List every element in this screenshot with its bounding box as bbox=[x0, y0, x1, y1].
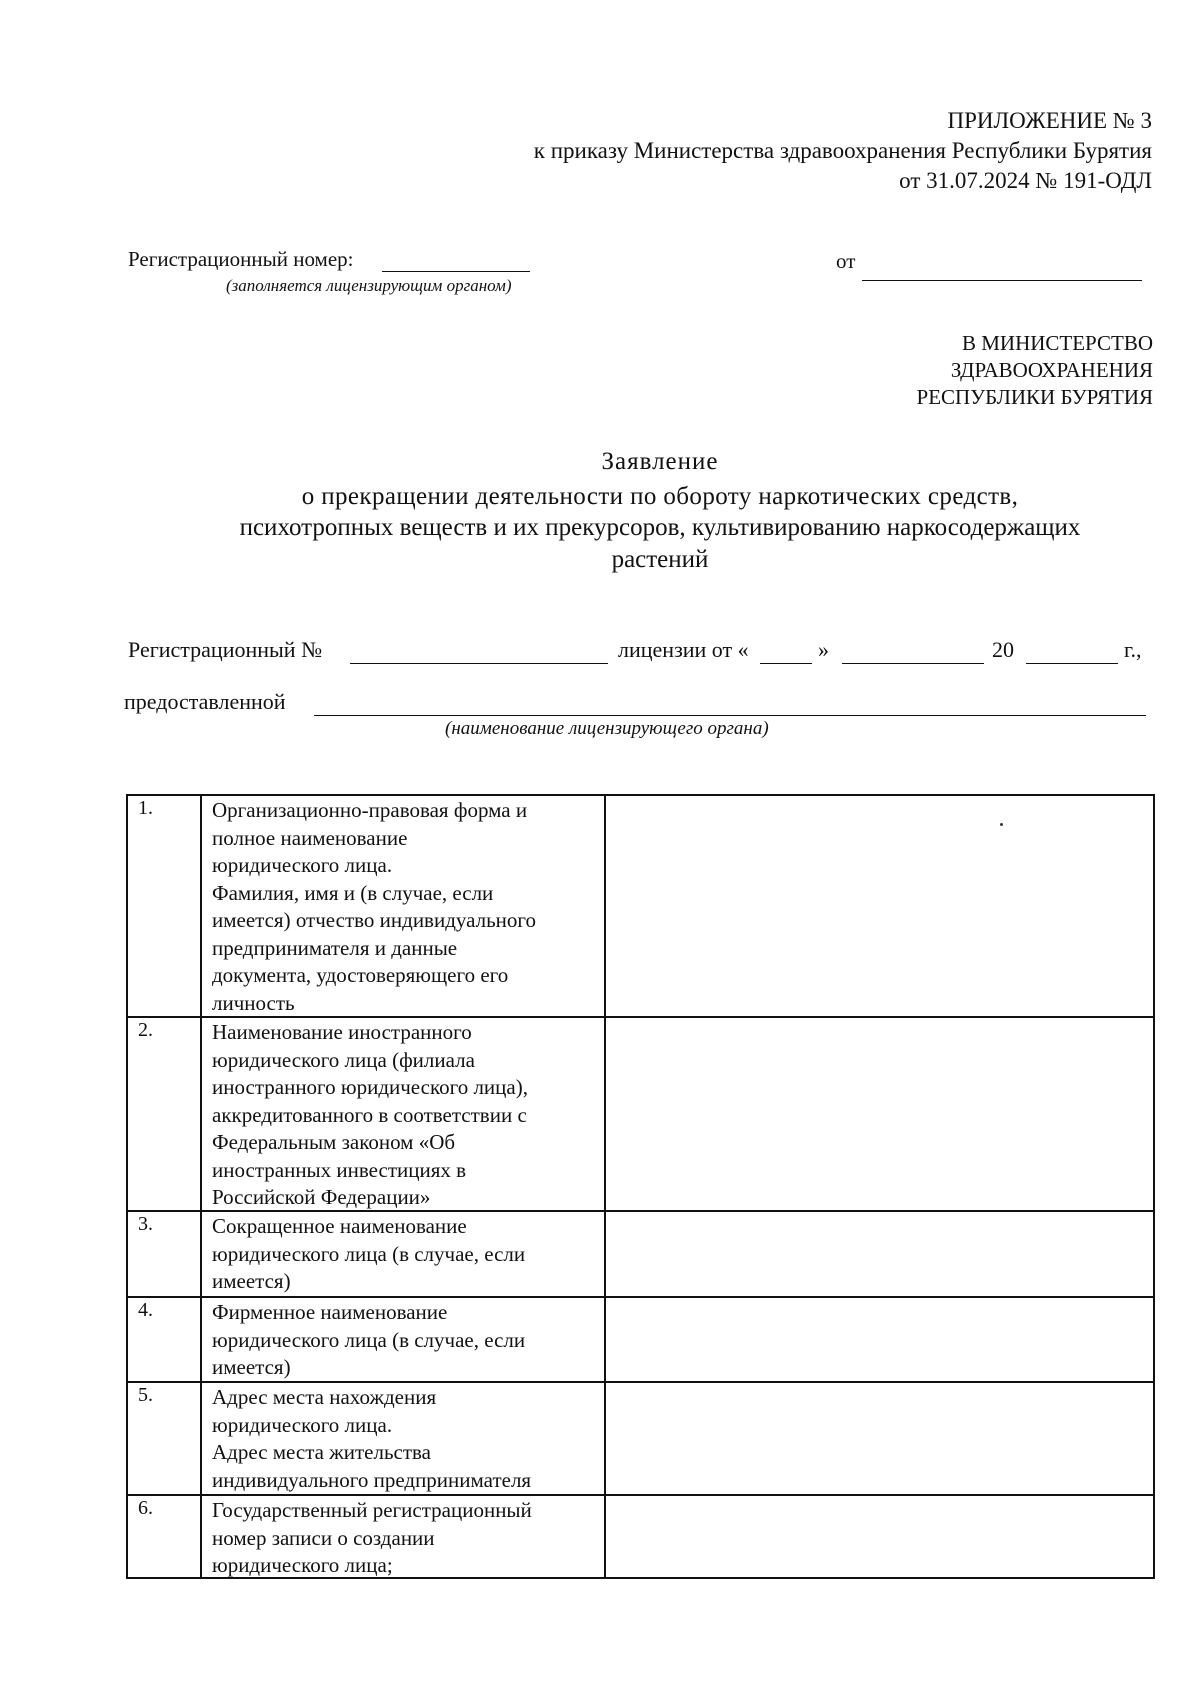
annex-number: ПРИЛОЖЕНИЕ № 3 bbox=[947, 108, 1152, 133]
table-row-label-line: личность bbox=[212, 990, 295, 1015]
table-row-value-field[interactable] bbox=[607, 797, 1151, 1014]
from-label: от bbox=[836, 249, 856, 273]
table-row-label-line: полное наименование bbox=[212, 825, 408, 850]
recipient-block bbox=[917, 330, 1153, 411]
license-day-field[interactable] bbox=[760, 663, 812, 664]
license-year-field[interactable] bbox=[1026, 663, 1118, 664]
table-border-right bbox=[1153, 794, 1155, 1577]
table-row-value-field[interactable] bbox=[607, 1497, 1151, 1575]
table-row-value-field[interactable] bbox=[607, 1019, 1151, 1208]
table-row-border bbox=[126, 794, 1155, 796]
table-row-label-line: номер записи о создании bbox=[212, 1525, 435, 1550]
table-row-label-line: Наименование иностранного bbox=[212, 1020, 472, 1044]
table-row-label-line: юридического лица (в случае, если bbox=[212, 1241, 526, 1266]
table-row-label-line: иностранного юридического лица), bbox=[212, 1075, 528, 1099]
table-row-value-field[interactable] bbox=[607, 1384, 1151, 1492]
license-reg-number-field[interactable] bbox=[350, 663, 608, 664]
from-date-field[interactable] bbox=[862, 280, 1142, 281]
document-title: Заявление bbox=[601, 448, 719, 475]
table-row-label-line: юридического лица. bbox=[212, 1412, 393, 1437]
provided-label: предоставленной bbox=[124, 689, 286, 714]
table-row-label-line: Российской Федерации» bbox=[212, 1185, 431, 1209]
table-row-label-line: индивидуального предпринимателя bbox=[212, 1467, 532, 1492]
recipient-line: РЕСПУБЛИКИ БУРЯТИЯ bbox=[916, 385, 1153, 409]
document-subtitle-line: о прекращении деятельности по обороту наркотических средств, bbox=[301, 483, 1019, 510]
table-row-number: 1. bbox=[138, 797, 153, 819]
recipient-line: В МИНИСТЕРСТВО bbox=[961, 331, 1153, 355]
table-row-number: 2. bbox=[138, 1019, 153, 1041]
table-row-label-line: юридического лица (филиала bbox=[212, 1047, 475, 1072]
license-year-suffix: г., bbox=[1124, 637, 1142, 662]
table-row-label-line: имеется) bbox=[212, 1269, 291, 1293]
annex-order: к приказу Министерства здравоохранения Республики Бурятия bbox=[533, 138, 1152, 163]
table-row-label-line: Организационно-правовая форма и bbox=[212, 798, 528, 822]
table-row-number: 3. bbox=[138, 1213, 153, 1235]
licensing-authority-note: (наименование лицензирующего органа) bbox=[445, 718, 769, 739]
registration-number-field[interactable] bbox=[382, 271, 530, 272]
license-month-field[interactable] bbox=[842, 663, 984, 664]
table-row-label-line: юридического лица; bbox=[212, 1553, 393, 1577]
registration-number-note: (заполняется лицензирующим органом) bbox=[226, 276, 512, 295]
table-row-label-line: Адрес места нахождения bbox=[212, 1385, 437, 1409]
license-year-prefix: 20 bbox=[992, 637, 1014, 662]
table-row-label-line: предпринимателя и данные bbox=[212, 935, 458, 960]
table-row-label-line: Сокращенное наименование bbox=[212, 1214, 467, 1238]
licensing-authority-field[interactable] bbox=[314, 715, 1146, 716]
table-row-number: 4. bbox=[138, 1299, 153, 1321]
table-row-label-line: Фирменное наименование bbox=[212, 1300, 448, 1324]
table-row-value-field[interactable] bbox=[607, 1299, 1151, 1379]
table-row-number: 5. bbox=[138, 1384, 153, 1406]
table-row-label-line: аккредитованного в соответствии с bbox=[212, 1102, 527, 1127]
table-row-label-line: Государственный регистрационный bbox=[212, 1498, 532, 1522]
table-border-mid bbox=[604, 794, 606, 1577]
table-row-label-line: имеется) bbox=[212, 1355, 291, 1379]
table-row-label-line: Адрес места жительства bbox=[212, 1440, 431, 1464]
table-row-border bbox=[126, 1296, 1155, 1298]
annex-block bbox=[534, 106, 1152, 196]
license-close-quote: » bbox=[818, 637, 829, 662]
table-row-number: 6. bbox=[138, 1497, 153, 1519]
document-subtitle-line: психотропных веществ и их прекурсоров, культивированию наркосодержащих bbox=[239, 514, 1081, 541]
table-row-border bbox=[126, 1494, 1155, 1496]
license-reg-label: Регистрационный № bbox=[128, 637, 323, 662]
registration-number-label: Регистрационный номер: bbox=[128, 247, 354, 271]
table-row-label-line: документа, удостоверяющего его bbox=[212, 963, 509, 987]
table-row-label-line: Федеральным законом «Об bbox=[212, 1130, 456, 1154]
table-row-value-field[interactable] bbox=[607, 1213, 1151, 1294]
scan-dot bbox=[1000, 823, 1003, 826]
table-border-left bbox=[126, 794, 128, 1577]
annex-date: от 31.07.2024 № 191-ОДЛ bbox=[899, 168, 1152, 193]
document-subtitle-line: растений bbox=[611, 546, 709, 573]
recipient-line: ЗДРАВООХРАНЕНИЯ bbox=[950, 358, 1153, 382]
table-row-label-line: иностранных инвестициях в bbox=[212, 1157, 467, 1182]
table-row-label-line: Фамилия, имя и (в случае, если bbox=[212, 880, 494, 905]
table-row-label-line: юридического лица (в случае, если bbox=[212, 1327, 526, 1352]
table-row-label-line: юридического лица. bbox=[212, 853, 393, 877]
table-border-num bbox=[200, 794, 202, 1577]
table-row-label-line: имеется) отчество индивидуального bbox=[212, 908, 537, 932]
license-date-label: лицензии от « bbox=[618, 637, 749, 662]
